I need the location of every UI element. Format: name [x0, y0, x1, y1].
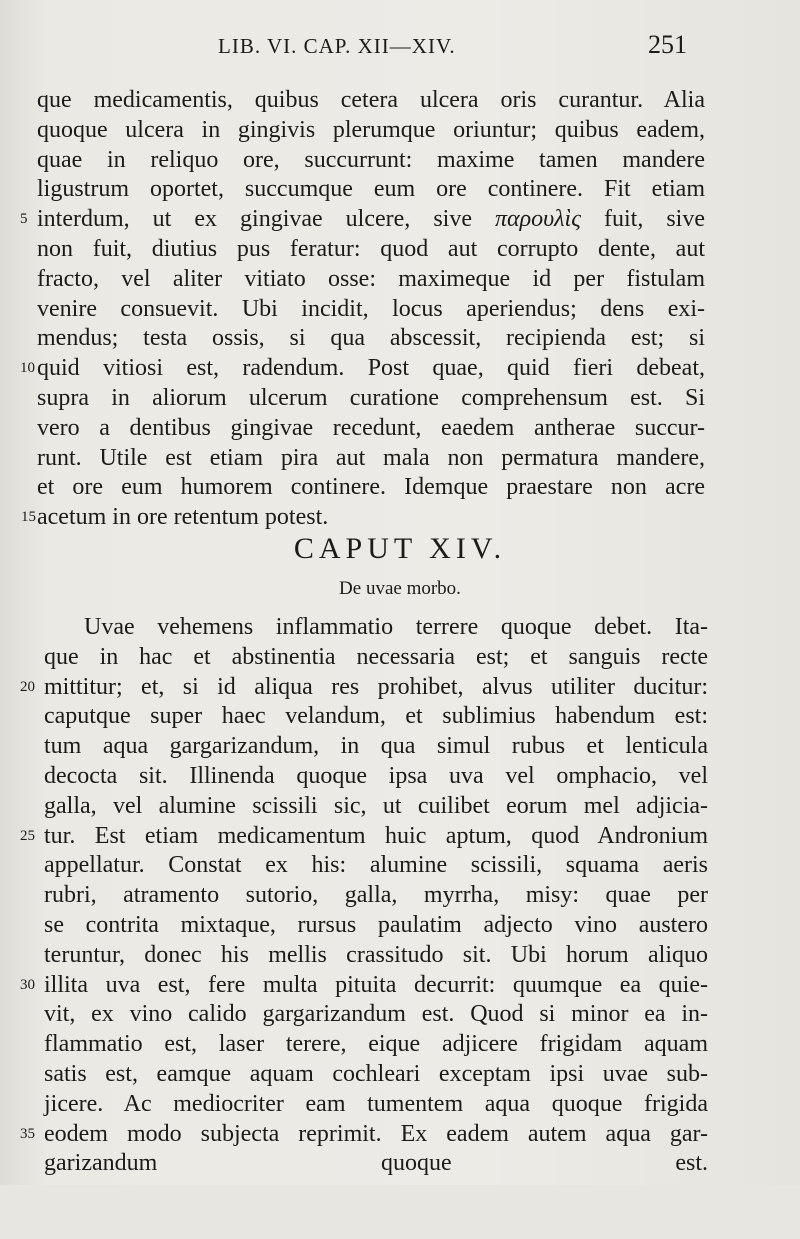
line-text: quae in reliquo ore, succurrunt: maxime tamen mandere [37, 146, 705, 173]
paragraph-chapter-xiii-end [20, 86, 705, 533]
line-text: fuit, sive [580, 206, 705, 233]
text-line [20, 673, 708, 703]
line-text: non fuit, diutius pus feratur: quod aut corrupto dente, aut [37, 235, 705, 262]
text-line [44, 881, 708, 911]
line-text: supra in aliorum ulcerum curatione comprehensum est. Si [37, 384, 705, 411]
chapter-heading: CAPUT XIV. [293, 532, 507, 565]
line-text: vit, ex vino calido gargarizandum est. Quod si minor ea in- [44, 1001, 708, 1028]
line-text: tur. Est etiam medicamentum huic aptum, quod Andronium [44, 822, 708, 849]
line-number: 25 [20, 827, 35, 844]
text-line [44, 1030, 708, 1060]
line-text: runt. Utile est etiam pira aut mala non permatura mandere, [37, 444, 705, 471]
text-line [44, 851, 708, 881]
line-number: 30 [20, 976, 35, 993]
paragraph-chapter-xiv [20, 613, 708, 1239]
text-line [37, 146, 705, 176]
page-number: 251 [648, 30, 687, 59]
line-text: fracto, vel aliter vitiato osse: maximeque id per fistulam [37, 265, 705, 292]
line-text: mendus; testa ossis, si qua abscessit, recipienda est; si [37, 325, 705, 352]
text-line [37, 324, 705, 354]
text-line [44, 762, 708, 792]
running-head [0, 30, 800, 64]
text-line [44, 941, 708, 971]
text-line [20, 354, 705, 384]
line-number: 15 [21, 509, 36, 526]
text-line [37, 414, 705, 444]
text-line [44, 613, 708, 643]
line-text: quid vitiosi est, radendum. Post quae, quid fieri debeat, [37, 355, 705, 382]
text-line [37, 444, 705, 474]
line-text: se contrita mixtaque, rursus paulatim adjecto vino austero [44, 911, 708, 938]
text-line [44, 1000, 708, 1030]
text-line [44, 1060, 708, 1090]
line-text: mittitur; et, si id aliqua res prohibet, alvus utiliter ducitur: [44, 673, 708, 700]
line-text: illita uva est, fere multa pituita decurrit: quumque ea quie- [44, 971, 708, 998]
running-head-title: LIB. VI. CAP. XII—XIV. [218, 34, 456, 58]
line-text: quoque ulcera in gingivis plerumque oriuntur; quibus eadem, [37, 116, 705, 143]
text-line [21, 503, 705, 533]
text-line [44, 1179, 708, 1209]
text-line [20, 822, 708, 852]
line-text: caputque super haec velandum, et sublimius habendum est: [44, 703, 708, 730]
text-line [44, 702, 708, 732]
text-line [37, 235, 705, 265]
line-text: garizandum quoque est. [44, 1150, 708, 1177]
text-line [44, 792, 708, 822]
greek-word: παρουλὶς [495, 206, 581, 233]
text-line [20, 205, 705, 235]
text-line [44, 1149, 708, 1179]
text-line [20, 971, 708, 1001]
line-text: et ore eum humorem continere. Idemque praestare non acre [37, 474, 705, 501]
text-line [44, 1209, 708, 1239]
text-line [44, 643, 708, 673]
line-text: interdum, ut ex gingivae ulcere, sive [37, 206, 495, 233]
line-text: flammatio est, laser terere, eique adjicere frigidam aquam [44, 1031, 708, 1058]
line-number: 10 [20, 360, 35, 377]
line-number: 5 [20, 211, 28, 228]
text-line [44, 732, 708, 762]
line-text: ligustrum oportet, succumque eum ore continere. Fit etiam [37, 176, 705, 203]
line-text: vero a dentibus gingivae recedunt, eaedem antherae succur- [37, 414, 705, 441]
line-text: Uvae vehemens inflammatio terrere quoque debet. Ita- [84, 614, 708, 640]
line-text: galla, vel alumine scissili sic, ut cuilibet eorum mel adjicia- [44, 792, 708, 819]
line-text: eodem modo subjecta reprimit. Ex eadem autem aqua gar- [44, 1120, 708, 1147]
text-line [37, 116, 705, 146]
line-text: rubri, atramento sutorio, galla, myrrha, misy: quae per [44, 882, 708, 909]
text-line [37, 384, 705, 414]
text-line [44, 911, 708, 941]
line-text: que in hac et abstinentia necessaria est; et sanguis recte [44, 643, 708, 670]
line-text: tum aqua gargarizandum, in qua simul rubus et lenticula [44, 733, 708, 760]
line-number: 20 [20, 678, 35, 695]
line-text: satis est, eamque aquam cochleari exceptam ipsi uvae sub- [44, 1060, 708, 1087]
text-line [20, 1120, 708, 1150]
line-text: acetum in ore retentum potest. [37, 504, 329, 531]
line-text: venire consuevit. Ubi incidit, locus aperiendus; dens exi- [37, 295, 705, 322]
text-line [37, 473, 705, 503]
text-line [37, 86, 705, 116]
line-text: decocta sit. Illinenda quoque ipsa uva vel omphacio, vel [44, 762, 708, 789]
line-text: teruntur, donec his mellis crassitudo sit. Ubi horum aliquo [44, 941, 708, 968]
text-line [44, 1090, 708, 1120]
line-text: que medicamentis, quibus cetera ulcera oris curantur. Alia [37, 87, 705, 113]
text-line [37, 295, 705, 325]
line-number: 35 [20, 1125, 35, 1142]
text-line [37, 175, 705, 205]
text-line [37, 265, 705, 295]
line-text: jicere. Ac mediocriter eam tumentem aqua quoque frigida [44, 1090, 708, 1117]
chapter-subtitle: De uvae morbo. [339, 578, 461, 599]
line-text: appellatur. Constat ex his: alumine scissili, squama aeris [44, 852, 708, 879]
